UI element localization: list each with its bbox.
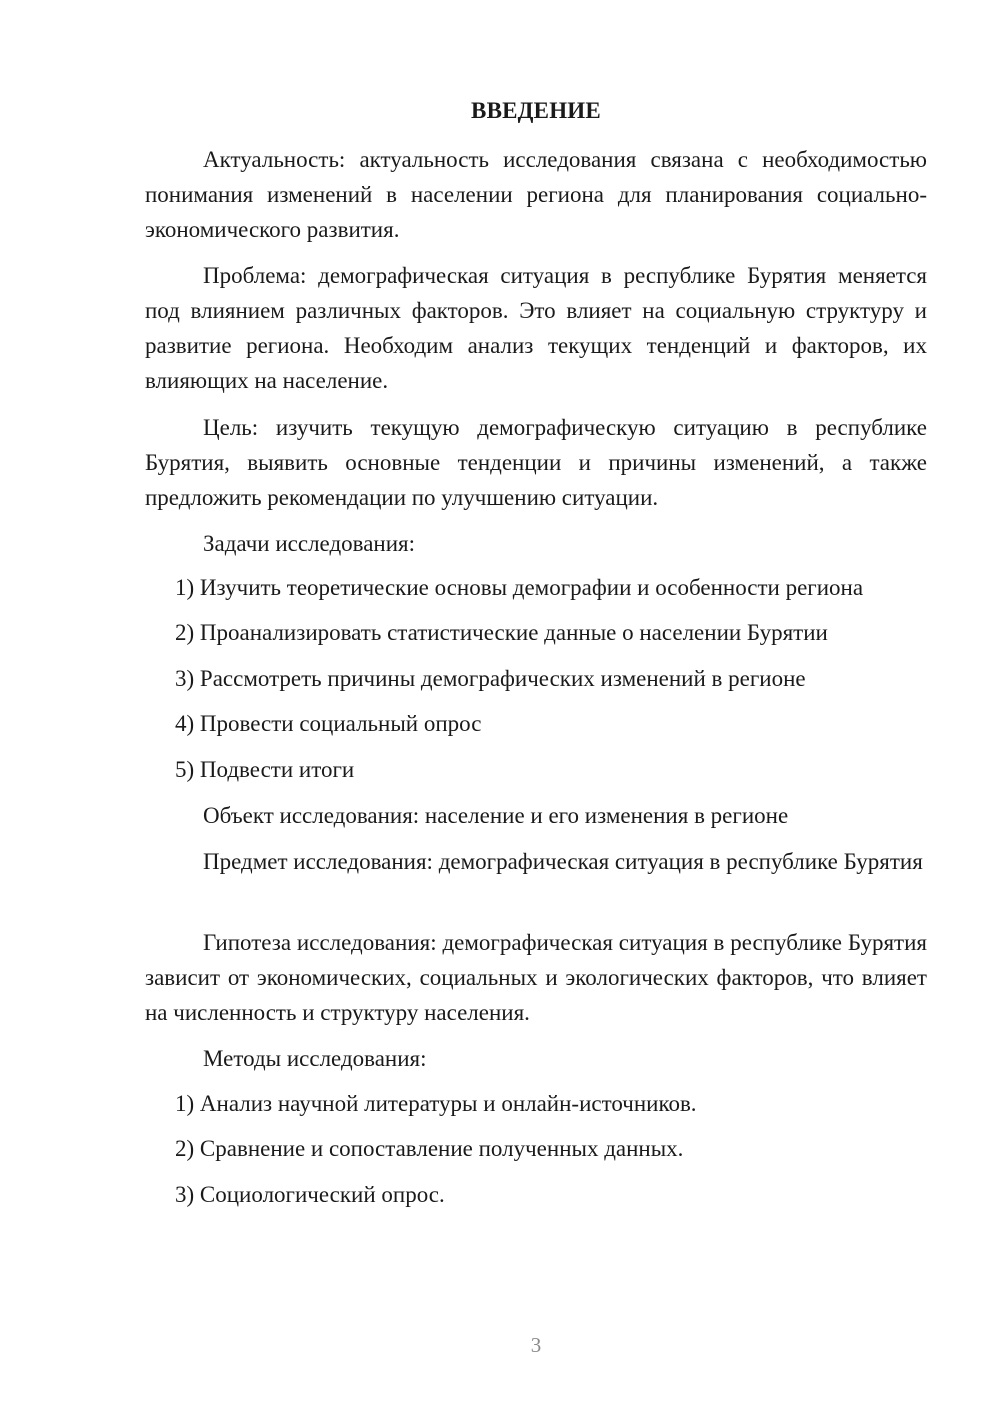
relevance-paragraph: Актуальность: актуальность исследования связана с необходимостью понимания изменений в населении региона для планирования социально-экономического развития.: [145, 147, 927, 242]
task-item: 4) Провести социальный опрос: [175, 711, 482, 736]
section-heading: ВВЕДЕНИЕ: [471, 98, 601, 123]
problem-block: [145, 258, 927, 398]
methods-title: Методы исследования:: [203, 1046, 427, 1071]
methods-title-block: [145, 1041, 927, 1076]
problem-paragraph: Проблема: демографическая ситуация в республике Бурятия меняется под влиянием различных факторов. Это влияет на социальную структуру и развитие региона. Необходим анализ текущих тенденций и факторов, их влияющих на население.: [145, 263, 927, 393]
task-item: 3) Рассмотреть причины демографических изменений в регионе: [175, 666, 806, 691]
task-item: 5) Подвести итоги: [175, 757, 355, 782]
object-paragraph: Объект исследования: население и его изменения в регионе: [203, 803, 789, 828]
hypothesis-paragraph: Гипотеза исследования: демографическая ситуация в республике Бурятия зависит от экономических, социальных и экологических факторов, что влияет на численность и структуру населения.: [145, 930, 927, 1025]
subject-block: [145, 844, 927, 879]
tasks-title-block: [145, 526, 927, 561]
task-item: 2) Проанализировать статистические данные о населении Бурятии: [175, 620, 828, 645]
relevance-block: [145, 142, 927, 247]
method-item: 1) Анализ научной литературы и онлайн-источников.: [175, 1091, 697, 1116]
subject-paragraph: Предмет исследования: демографическая ситуация в республике Бурятия: [203, 849, 923, 874]
goal-block: [145, 410, 927, 515]
goal-paragraph: Цель: изучить текущую демографическую ситуацию в республике Бурятия, выявить основные тенденции и причины изменений, а также предложить рекомендации по улучшению ситуации.: [145, 415, 927, 510]
page-number: 3: [530, 1333, 542, 1357]
tasks-title: Задачи исследования:: [203, 531, 416, 556]
object-block: [145, 798, 927, 833]
hypothesis-block: [145, 925, 927, 1030]
method-item: 3) Социологический опрос.: [175, 1182, 445, 1207]
method-item: 2) Сравнение и сопоставление полученных данных.: [175, 1136, 684, 1161]
task-item: 1) Изучить теоретические основы демографии и особенности региона: [175, 575, 864, 600]
